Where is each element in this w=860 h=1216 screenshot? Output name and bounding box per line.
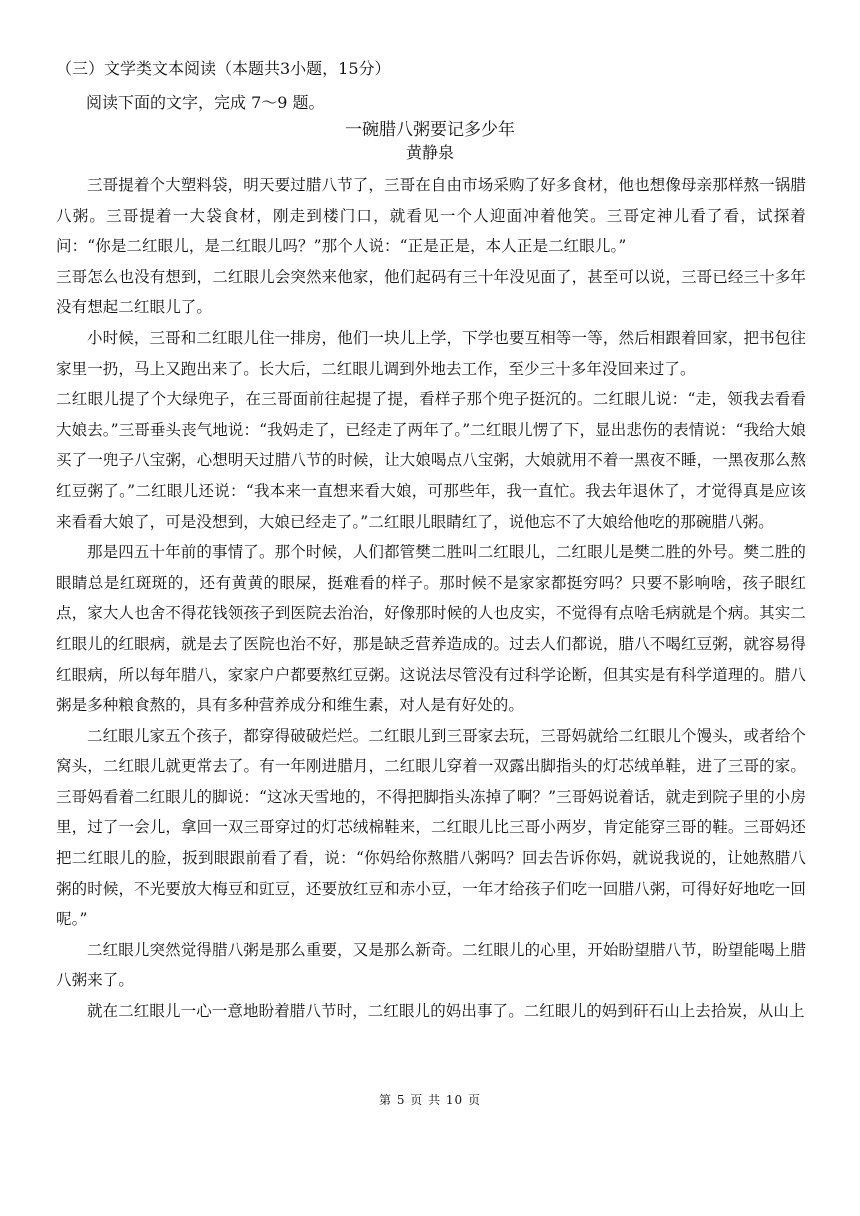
article-paragraph: 三哥提着个大塑料袋，明天要过腊八节了，三哥在自由市场采购了好多食材，他也想像母亲那样熬一锅腊八粥。三哥提着一大袋食材，刚走到楼门口，就看见一个人迎面冲着他笑。三哥定神儿看了看，试探着问：“你是二红眼儿，是二红眼儿吗？”那个人说：“正是正是，本人正是二红眼儿。” — [56, 176, 806, 256]
article-paragraph: 二红眼儿突然觉得腊八粥是那么重要，又是那么新奇。二红眼儿的心里，开始盼望腊八节，盼望能喝上腊八粥来了。 — [56, 940, 806, 990]
page-number-footer: 第 5 页 共 10 页 — [379, 1093, 481, 1107]
article-paragraph: 就在二红眼儿一心一意地盼着腊八节时，二红眼儿的妈出事了。二红眼儿的妈到矸石山上去拾炭，从山上 — [87, 1002, 805, 1021]
reading-instruction: 阅读下面的文字，完成 7～9 题。 — [86, 93, 325, 112]
article-paragraph: 三哥怎么也没有想到，二红眼儿会突然来他家，他们起码有三十年没见面了，甚至可以说，三哥已经三十多年没有想起二红眼儿了。 — [56, 267, 806, 317]
article-author: 黄静泉 — [405, 143, 454, 162]
section-heading: （三）文学类文本阅读（本题共3小题，15分） — [56, 59, 391, 78]
article-title: 一碗腊八粥要记多少年 — [345, 120, 515, 140]
article-paragraph: 二红眼儿提了个大绿兜子，在三哥面前往起提了提，看样子那个兜子挺沉的。二红眼儿说：“走，领我去看看大娘去。”三哥垂头丧气地说：“我妈走了，已经走了两年了。”二红眼儿愣了下，显出悲伤的表情说：“我给大娘买了一兜子八宝粥，心想明天过腊八节的时候，让大娘喝点八宝粥，大娘就用不着一黑夜不睡，一黑夜那么熬红豆粥了。”二红眼儿还说：“我本来一直想来看大娘，可那些年，我一直忙。我去年退休了，才觉得真是应该来看看大娘了，可是没想到，大娘已经走了。”二红眼儿眼睛红了，说他忘不了大娘给他吃的那碗腊八粥。 — [56, 390, 806, 531]
article-paragraph: 那是四五十年前的事情了。那个时候，人们都管樊二胜叫二红眼儿，二红眼儿是樊二胜的外号。樊二胜的眼睛总是红斑斑的，还有黄黄的眼屎，挺难看的样子。那时候不是家家都挺穷吗？只要不影响啥，孩子眼红点，家大人也舍不得花钱领孩子到医院去治治，好像那时候的人也皮实，不觉得有点啥毛病就是个病。其实二红眼儿的红眼病，就是去了医院也治不好，那是缺乏营养造成的。过去人们都说，腊八不喝红豆粥，就容易得红眼病，所以每年腊八，家家户户都要熬红豆粥。这说法尽管没有过科学论断，但其实是有科学道理的。腊八粥是多种粮食熬的，具有多种营养成分和维生素，对人是有好处的。 — [56, 543, 806, 715]
article-paragraph: 小时候，三哥和二红眼儿住一排房，他们一块儿上学，下学也要互相等一等，然后相跟着回家，把书包往家里一扔，马上又跑出来了。长大后，二红眼儿调到外地去工作，至少三十多年没回来过了。 — [56, 328, 806, 378]
article-body — [56, 170, 806, 1027]
article-paragraph: 二红眼儿家五个孩子，都穿得破破烂烂。二红眼儿到三哥家去玩，三哥妈就给二红眼儿个馒头，或者给个窝头，二红眼儿就更常去了。有一年刚进腊月，二红眼儿穿着一双露出脚指头的灯芯绒单鞋，进了三哥的家。三哥妈看着二红眼儿的脚说：“这冰天雪地的，不得把脚指头冻掉了啊？”三哥妈说着话，就走到院子里的小房里，过了一会儿，拿回一双三哥穿过的灯芯绒棉鞋来，二红眼儿比三哥小两岁，肯定能穿三哥的鞋。三哥妈还把二红眼儿的脸，扳到眼跟前看了看，说：“你妈给你熬腊八粥吗？回去告诉你妈，就说我说的，让她熬腊八粥的时候，不光要放大梅豆和豇豆，还要放红豆和赤小豆，一年才给孩子们吃一回腊八粥，可得好好地吃一回呢。” — [56, 726, 806, 929]
